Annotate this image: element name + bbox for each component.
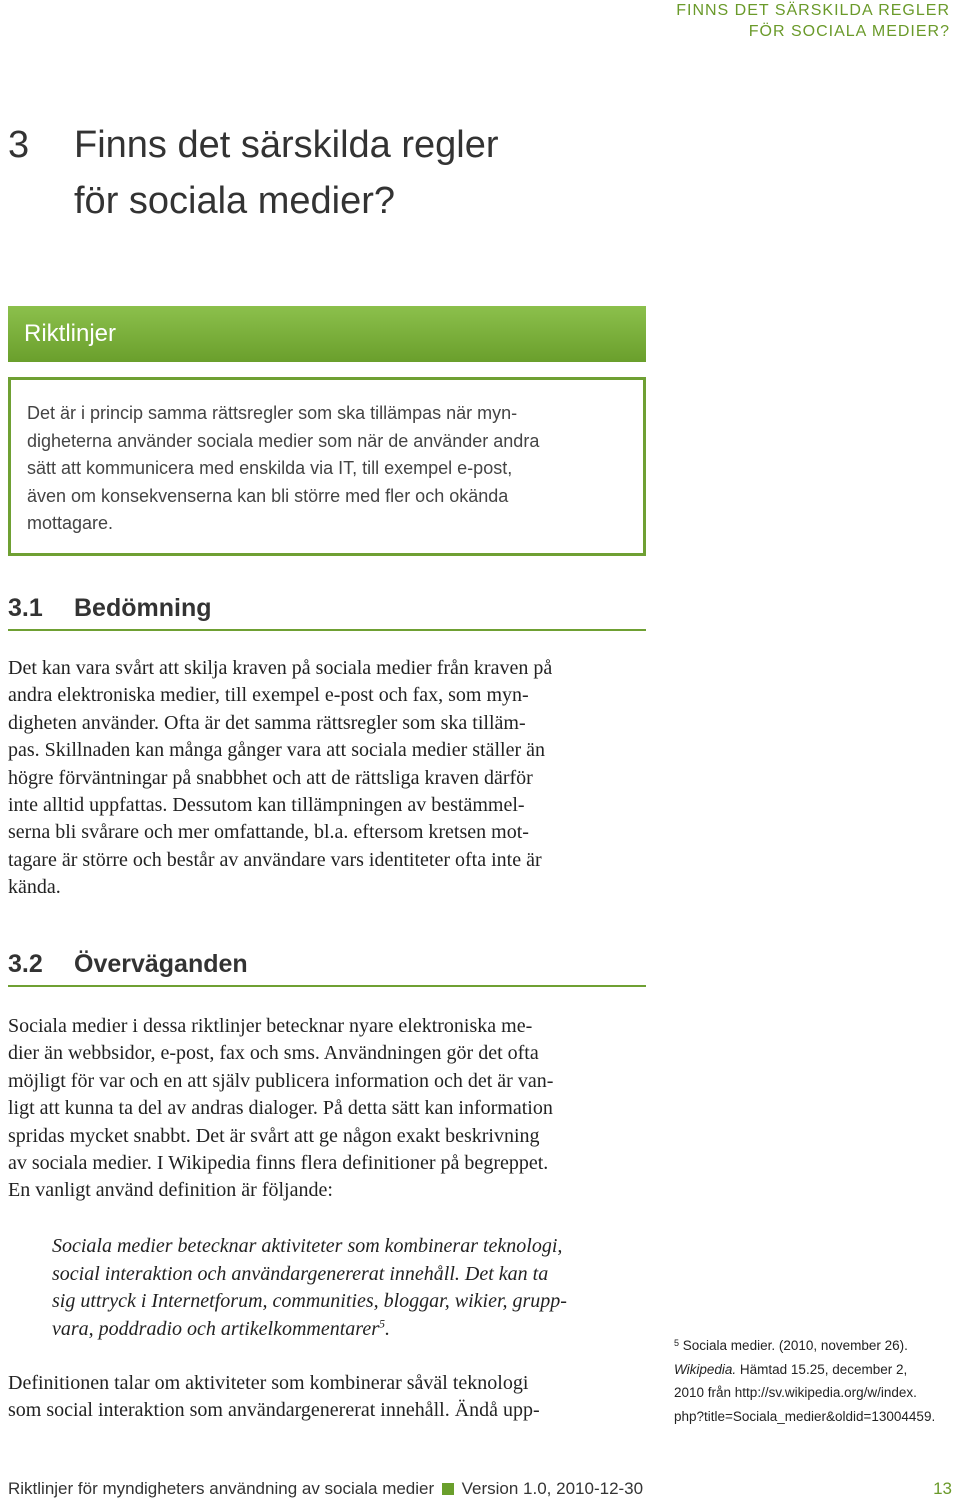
quote-line: sig uttryck i Internetforum, communities, bloggar, wikier, grupp- (52, 1290, 567, 1313)
body-line: En vanligt använd definition är följande: (8, 1179, 333, 1202)
body-line: möjligt för var och en att själv publicera information och det är van- (8, 1069, 554, 1092)
chapter-title-line-1: Finns det särskilda regler (74, 124, 499, 166)
page-number: 13 (933, 1479, 952, 1498)
section-3-1-body (8, 655, 646, 902)
body-line: inte alltid uppfattas. Dessutom kan tillämpningen av bestämmel- (8, 794, 525, 817)
body-line: som social interaktion som användargenererat innehåll. Ändå upp- (8, 1399, 540, 1422)
body-line: högre förväntningar på snabbhet och att de rättsliga kraven därför (8, 766, 533, 789)
running-head-line-2: FÖR SOCIALA MEDIER? (748, 23, 950, 40)
chapter-title-line-2: för sociala medier? (74, 180, 396, 222)
section-number: 3.1 (8, 594, 43, 622)
quote-line-last (52, 1316, 642, 1344)
body-line: kända. (8, 876, 61, 899)
body-line: Sociala medier i dessa riktlinjer betecknar nyare elektroniska me- (8, 1015, 533, 1037)
chapter-number: 3 (8, 124, 30, 166)
body-line: Definitionen talar om aktiviteter som kombinerar såväl teknologi (8, 1372, 529, 1394)
body-line: serna bli svårare och mer omfattande, bl.a. eftersom kretsen mot- (8, 821, 529, 844)
body-line: Det kan vara svårt att skilja kraven på sociala medier från kraven på (8, 657, 553, 679)
guideline-line: digheterna använder sociala medier som när de använder andra (27, 430, 540, 451)
footnote-reference[interactable]: 5 (378, 1316, 385, 1331)
quote-end: . (384, 1317, 390, 1340)
chapter-title (74, 117, 674, 229)
footnote-url-line[interactable]: php?title=Sociala_medier&oldid=13004459. (674, 1408, 936, 1424)
body-line: spridas mycket snabbt. Det är svårt att ge någon exakt beskrivning (8, 1124, 540, 1147)
quote-line: vara, poddradio och artikelkommentarer (52, 1317, 379, 1340)
footnote-line (674, 1358, 960, 1382)
section-3-1-heading (8, 592, 646, 631)
body-line: digheten använder. Ofta är det samma rättsregler som ska tilläm- (8, 711, 526, 734)
footer-document-title: Riktlinjer för myndigheters användning av sociala medier (8, 1479, 435, 1498)
page-footer (8, 1477, 952, 1501)
section-title: Bedömning (74, 594, 212, 622)
body-line: tagare är större och består av användare vars identiteter ofta inte är (8, 848, 542, 871)
footnote-url-line[interactable]: 2010 från http://sv.wikipedia.org/w/index. (674, 1385, 917, 1400)
section-3-2-body (8, 1013, 646, 1205)
section-3-2-continuation (8, 1370, 646, 1425)
section-3-2-heading (8, 948, 646, 987)
quote-line: Sociala medier betecknar aktiviteter som kombinerar teknologi, (52, 1235, 563, 1257)
running-head-line-1: FINNS DET SÄRSKILDA REGLER (676, 2, 950, 19)
footnote-source: Wikipedia. (674, 1361, 737, 1377)
guideline-box-heading: Riktlinjer (8, 306, 646, 362)
section-title: Överväganden (74, 950, 248, 978)
section-number: 3.2 (8, 950, 43, 978)
body-line: andra elektroniska medier, till exempel e-post och fax, som myn- (8, 684, 529, 707)
guideline-line: även om konsekvenserna kan bli större med fler och okända (27, 485, 509, 506)
footnote-line (674, 1334, 960, 1358)
green-square-icon (442, 1483, 454, 1495)
definition-quote (52, 1233, 642, 1343)
footnote-number: 5 (674, 1338, 680, 1348)
quote-line: social interaktion och användargenererat innehåll. Det kan ta (52, 1262, 549, 1285)
footer-version: Version 1.0, 2010-12-30 (461, 1479, 644, 1498)
body-line: pas. Skillnaden kan många gånger vara att sociala medier ställer än (8, 739, 546, 762)
body-line: av sociala medier. I Wikipedia finns flera definitioner på begreppet. (8, 1152, 549, 1175)
running-head (550, 0, 950, 42)
guideline-line: mottagare. (27, 513, 114, 533)
guideline-box-body (8, 377, 646, 556)
guideline-line: sätt att kommunicera med enskilda via IT, till exempel e-post, (27, 458, 513, 478)
body-line: dier än webbsidor, e-post, fax och sms. Användningen gör det ofta (8, 1042, 539, 1065)
footnote-text: Hämtad 15.25, december 2, (736, 1361, 908, 1377)
guideline-line: Det är i princip samma rättsregler som ska tillämpas när myn- (27, 403, 518, 423)
footnote (674, 1334, 960, 1428)
body-line: ligt att kunna ta del av andras dialoger. På detta sätt kan information (8, 1097, 553, 1120)
footnote-text: Sociala medier. (2010, november 26). (682, 1338, 908, 1353)
